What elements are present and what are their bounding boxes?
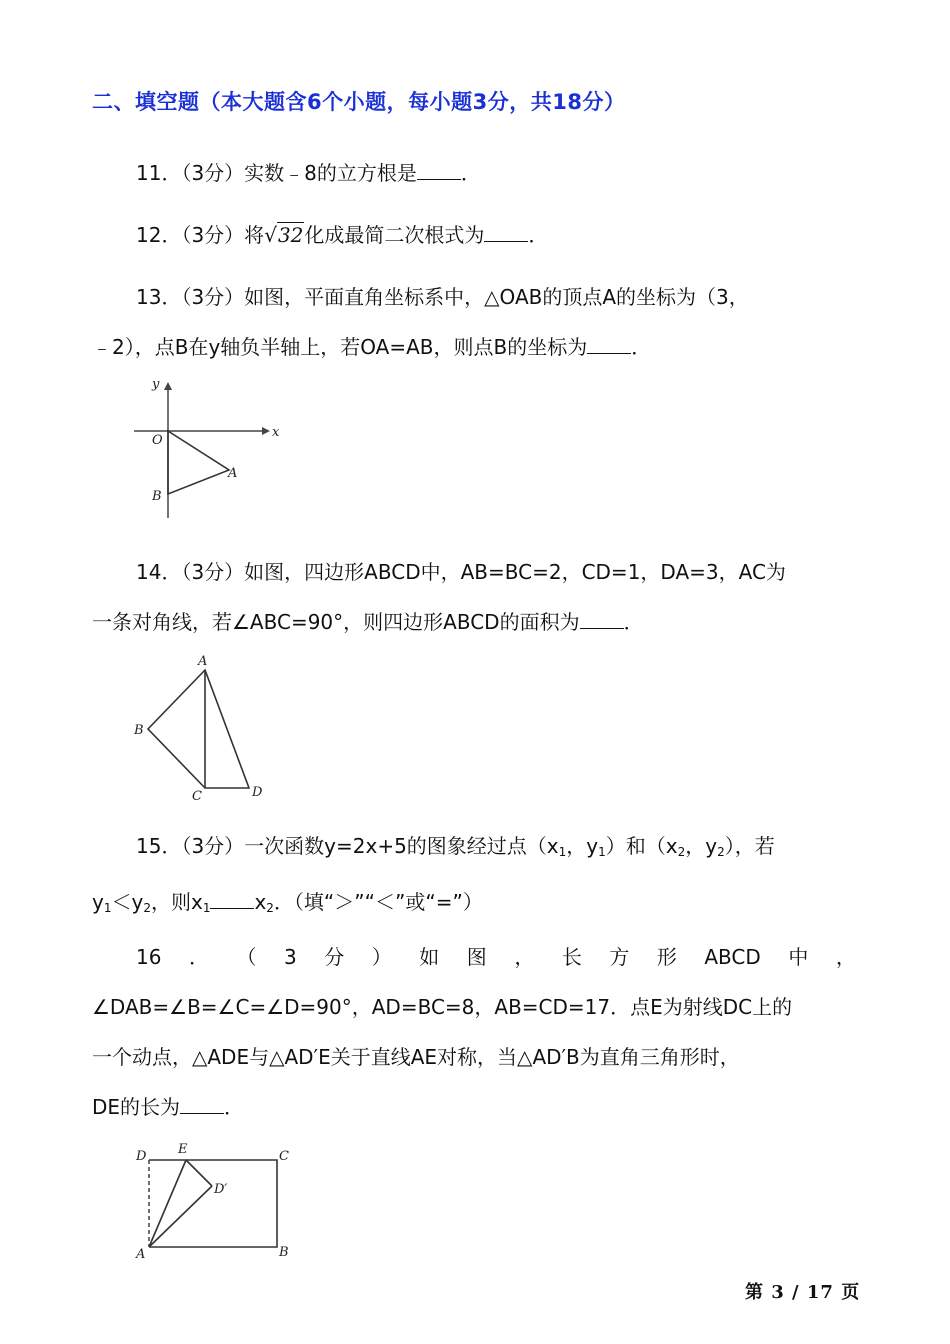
q16-line-1 [92, 932, 856, 982]
fig16-label-a: A [136, 1247, 146, 1262]
fig16-label-d-prime: D′ [214, 1182, 228, 1197]
fig14-label-d: D [252, 785, 263, 800]
q16-token: 分 [324, 945, 345, 969]
q16-token: 3 [284, 945, 297, 969]
q16-token: 方 [609, 945, 630, 969]
fig16-label-d: D [136, 1149, 147, 1164]
fig16-label-e: E [178, 1142, 188, 1157]
q16-token: ） [371, 945, 392, 969]
q16-end: ． [224, 1095, 245, 1119]
sub-2: 2 [717, 845, 725, 859]
q12-text-a: （3分）将 [181, 223, 265, 247]
q16-token: ． [188, 945, 209, 969]
q12-end: ． [528, 223, 549, 247]
x-axis-arrow-icon [262, 427, 270, 435]
q15-text-2c: ，则x [150, 890, 203, 914]
q13-end: ． [631, 335, 652, 359]
segment-ae [149, 1160, 186, 1247]
q15-text-2b: ＜y [111, 890, 144, 914]
fig14-label-a: A [198, 654, 208, 669]
q11-number: 11． [136, 161, 182, 185]
sub-2: 2 [143, 901, 151, 915]
q16-line-2: ∠DAB=∠B=∠C=∠D=90°，AD=BC=8，AB=CD=17．点E为射线DC上的 [92, 995, 793, 1019]
section-title: 二、填空题（本大题含6个小题，每小题3分，共18分） [92, 90, 626, 114]
q16-line-4: DE的长为 [92, 1095, 181, 1119]
sub-2: 2 [266, 901, 274, 915]
fig14-label-b: B [134, 723, 144, 738]
q14-line-2: 一条对角线，若∠ABC=90°，则四边形ABCD的面积为 [92, 610, 580, 634]
fig14-label-c: C [192, 789, 202, 804]
q13-line-2: ﹣2），点B在y轴负半轴上，若OA=AB，则点B的坐标为 [92, 335, 588, 359]
q15-text-1a: 15．（3分）一次函数y=2x+5的图象经过点（x [136, 834, 559, 858]
q15-text-1b: ，y [566, 834, 599, 858]
q15-text-1e: ），若 [724, 834, 775, 858]
sub-1: 1 [103, 901, 112, 915]
q14-line-1: 14．（3分）如图，四边形ABCD中，AB=BC=2，CD=1，DA=3，AC为 [136, 560, 786, 584]
segment-ad-prime [149, 1186, 212, 1247]
q16-token: ， [835, 945, 856, 969]
sub-2: 2 [677, 845, 686, 859]
fig13-label-o: O [152, 433, 163, 448]
q16-token: 如 [419, 945, 440, 969]
q14-end: ． [623, 610, 644, 634]
q13-answer-blank[interactable] [587, 333, 631, 354]
sub-1: 1 [202, 901, 211, 915]
question-14 [92, 547, 862, 647]
q15-text-2d: x [254, 890, 267, 914]
y-axis-arrow-icon [164, 382, 172, 390]
q16-token: （ [236, 945, 257, 969]
q16-token: 16 [136, 945, 162, 969]
q13-figure [128, 376, 278, 526]
q11-answer-blank[interactable] [417, 159, 461, 180]
segment-ed-prime [186, 1160, 212, 1186]
question-12 [92, 210, 862, 260]
fig13-label-b: B [152, 489, 162, 504]
sub-1: 1 [558, 845, 567, 859]
q16-figure [128, 1138, 298, 1263]
fig13-label-x: x [272, 425, 280, 440]
q12-text-b: 化成最简二次根式为 [304, 223, 485, 247]
question-16 [92, 932, 862, 1132]
question-15 [92, 821, 862, 933]
q16-token: ， [514, 945, 535, 969]
q16-token: 形 [656, 945, 677, 969]
q12-number: 12． [136, 223, 182, 247]
q16-token: ABCD [704, 945, 761, 969]
q13-line-1: 13．（3分）如图，平面直角坐标系中，△OAB的顶点A的坐标为（3， [136, 285, 749, 309]
q12-answer-blank[interactable] [484, 221, 528, 242]
q16-answer-blank[interactable] [180, 1093, 224, 1114]
quadrilateral-abcd [148, 670, 249, 788]
q15-line-1 [92, 821, 862, 877]
triangle-oab [168, 431, 229, 494]
q16-token: 长 [561, 945, 582, 969]
q14-figure [128, 650, 278, 805]
q14-answer-blank[interactable] [580, 608, 624, 629]
sub-1: 1 [598, 845, 606, 859]
question-13 [92, 272, 862, 372]
q16-token: 中 [788, 945, 809, 969]
q15-text-1d: ，y [685, 834, 718, 858]
q11-text: （3分）实数﹣8的立方根是 [181, 161, 417, 185]
fig16-label-b: B [279, 1245, 289, 1260]
q16-token: 图 [466, 945, 487, 969]
fig13-label-y: y [152, 377, 160, 392]
q15-text-2a: y [92, 890, 104, 914]
q15-line-2 [92, 877, 862, 933]
question-11 [92, 148, 862, 198]
q15-answer-blank[interactable] [210, 888, 254, 909]
page-number-footer: 第 3 / 17 页 [745, 1282, 861, 1303]
sqrt-expression: √32 [264, 223, 304, 247]
q11-end: ． [460, 161, 481, 185]
sqrt-radicand: 32 [277, 223, 304, 247]
q15-text-2e: ．（填“＞”“＜”或“=”） [273, 890, 483, 914]
fig13-label-a: A [228, 466, 238, 481]
q15-text-1c: ）和（x [605, 834, 678, 858]
q16-line-3: 一个动点，△ADE与△AD′E关于直线AE对称，当△AD′B为直角三角形时， [92, 1045, 740, 1069]
fig16-label-c: C [279, 1149, 289, 1164]
